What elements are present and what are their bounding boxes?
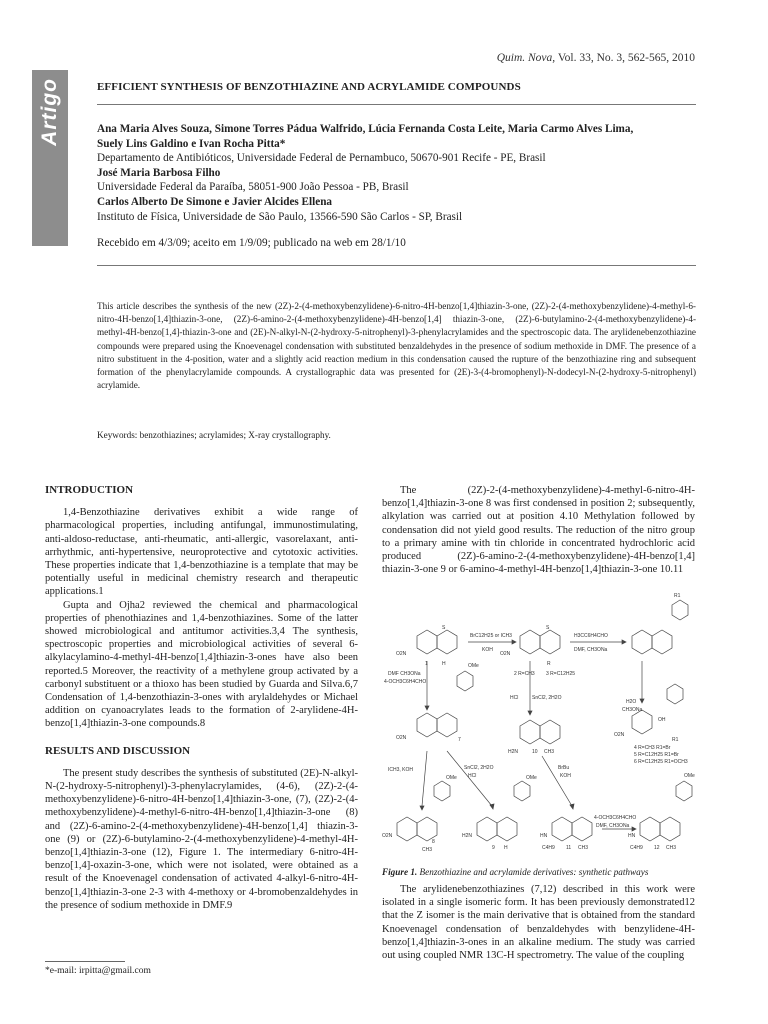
benzene-ring-8 (397, 817, 417, 841)
label-s-1: S (442, 625, 446, 631)
benzene-ring-7 (417, 713, 437, 737)
label-ome-8: OMe (446, 775, 457, 781)
label-sub-4: 4 R=CH3 R1=Br (634, 745, 671, 751)
label-reagent-koh: KOH (482, 647, 493, 653)
label-compound-10: 10 (532, 749, 538, 755)
aryl-ring-12 (676, 781, 692, 801)
right-paragraph-1: The (2Z)-2-(4-methoxybenzylidene)-4-methyl-6-nitro-4H-benzo[1,4]thiazin-3-one 8 was first condensed in position 2; subsequently, alkylation was carried out at position 4.10 Methylation followed by condensation did not yield good results. The reduction of the nitro group to a primary amine with tin chloride in concentrated hydrochloric acid produced (2Z)-6-amino-2-(4-methoxybenzylidene)-4H-benzo[1,4] thiazin-3-one 9 or 6-amino-4-methyl-4H-benzo[1,4]thiazin-3-one 10.11 (382, 485, 695, 576)
journal-name: Quim. Nova, (496, 52, 556, 64)
intro-heading: INTRODUCTION (45, 484, 134, 496)
label-compound-1: 1 (425, 661, 428, 667)
label-reagent-ch3ona: CH3ONa (622, 707, 643, 713)
label-reagent-h2o: H2O (626, 699, 637, 705)
label-hcl: HCl (510, 695, 519, 701)
label-dmf-12: DMF, CH3ONa (596, 823, 630, 829)
aryl-ring-7 (457, 671, 473, 691)
intro-paragraph-2: Gupta and Ojha2 reviewed the chemical and pharmacological properties of phenothiazines and 1,4-benzothiazines. Some of the latter showed microbiological and antitumor activities.3,4 The synthesis, spectroscopic properties and microbiological activities of several 6-alkylacylamino-4-methyl-4H-benzo[1,4]thiazin-3-ones have also been reported.5 Moreover, the reactivity of a methylene group activated by a carbonyl substituent or a thioxo has been studied by Guarda and Silva.6,7 Condensation of 1,4-benzothiazin-3-ones with arylaldehydes or Michael addition on cyanoacrylates leads to the formation of 2-arylidene-4H-benzo[1,4]thiazin-3-one compounds.8 (45, 599, 358, 730)
arrow-10-to-11 (542, 756, 572, 806)
phenol-ring (632, 710, 652, 734)
label-ch3-12: CH3 (666, 845, 677, 851)
label-brbu: BrBu (558, 765, 570, 771)
benzene-ring-1 (417, 630, 437, 654)
author-3: Carlos Alberto De Simone e Javier Alcides Ellena (97, 195, 333, 208)
label-r1-top: R1 (674, 593, 681, 599)
right-paragraph-2: The arylidenebenzothiazines (7,12) described in this work were isolated in a single isomeric form. It has been previously demonstrated12 that the Z isomer is the main derivative that is obtained from the standard Knoevenagel condensation of benzaldehydes with benzylidene-4H-benzo[1,4]thiazin-3-ones in an alkaline medium. The study was carried out using coupled NMR 13C-H spectrometry. The value of the coupling (382, 884, 695, 962)
label-h2n-9: H2N (462, 833, 473, 839)
aryl-ring-3 (672, 600, 688, 620)
label-h-9: H (504, 845, 508, 851)
label-no2-acryl: O2N (614, 732, 625, 738)
results-paragraph-1: The present study describes the synthesis of substituted (2E)-N-alkyl-N-(2-hydroxy-5-nitrophenyl)-3-phenylacrylamides, (4-6), (2Z)-2-(4-methoxybenzylidene)-6-nitro-4H-benzo[1,4]thiazin-3-one, (7), (2Z)-2-(4-methoxybenzylidene)-4-methyl-6-nitro-4H-benzo[1,4]thiazin-3-one (8) and (2Z)-6-amino-2-(4-methoxybenzylidene)-4H-benzo[1,4] thiazin-3-one (9) or (2Z)-6-butylamino-2-(4-methoxybenzylidene)-4-methyl-4H-benzo[1,4]thiazin-3-one (12), Figure 1. The intermediary 6-nitro-4H-benzo[1,4]-oxazin-3-one, which were not isolated, were obtained as a result of the Knoevenagel condensation of activated 4-alkyl-6-nitro-4H-benzo[1,4]thiazin-3-one 2-3 with 4-methoxy or 4-bromobenzaldehydes in the presence of sodium methoxide in DMF.9 (45, 767, 358, 911)
authors-line-2: Suely Lins Galdino e Ivan Rocha Pitta* (97, 137, 286, 150)
benzene-ring-3 (632, 630, 652, 654)
label-reagent-alkyl: BrC12H25 or ICH3 (470, 633, 512, 639)
article-type-label: Artigo (38, 78, 61, 146)
label-r-c12: 3 R=C12H25 (546, 671, 576, 677)
label-compound-11: 11 (566, 845, 572, 851)
thiazine-ring-9 (497, 817, 517, 841)
arrow-7-to-8 (422, 751, 427, 806)
label-ome-12: OMe (684, 773, 695, 779)
label-ome-9: OMe (526, 775, 537, 781)
label-no2-8: O2N (382, 833, 393, 839)
results-heading: RESULTS AND DISCUSSION (45, 744, 191, 757)
benzene-ring-12 (640, 817, 660, 841)
benzene-ring-10 (520, 720, 540, 744)
label-reagent-dmf: DMF, CH3ONa (574, 647, 608, 653)
thiazine-ring-11 (572, 817, 592, 841)
publication-dates: Recebido em 4/3/09; aceito em 1/9/09; publicado na web em 28/1/10 (97, 237, 406, 249)
aryl-ring-acryl (667, 684, 683, 704)
label-no2-7: O2N (396, 735, 407, 741)
footnote-rule (45, 961, 125, 962)
label-r-ch3: 2 R=CH3 (514, 671, 535, 677)
thiazine-ring-8 (417, 817, 437, 841)
label-sub-5: 5 R=C12H25 R1=Br (634, 752, 679, 758)
label-aldehyde-12: 4-OCH3C6H4CHO (594, 815, 637, 821)
label-c4h9-12: C4H9 (630, 845, 643, 851)
label-hn-11: HN (540, 833, 548, 839)
header-rule (97, 265, 696, 266)
label-sncl2-b: SnCl2, 2H2O (464, 765, 494, 771)
footnote-email: *e-mail: irpitta@gmail.com (45, 966, 151, 976)
label-oh: OH (658, 717, 666, 723)
thiazine-ring-12 (660, 817, 680, 841)
label-compound-9: 9 (492, 845, 495, 851)
thiazine-ring-2 (540, 630, 560, 654)
thiazine-ring-1 (437, 630, 457, 654)
label-hn-12: HN (628, 833, 636, 839)
aryl-ring-9 (514, 781, 530, 801)
label-h2n-10: H2N (508, 749, 519, 755)
affiliation-1: Departamento de Antibióticos, Universidade Federal de Pernambuco, 50670-901 Recife - PE, Brasil (97, 152, 546, 165)
author-2: José Maria Barbosa Filho (97, 166, 221, 179)
label-ich3-koh: ICH3, KOH (388, 767, 414, 773)
label-ch3-11: CH3 (578, 845, 589, 851)
thiazine-ring-3 (652, 630, 672, 654)
figure-caption-text: Benzothiazine and acrylamide derivatives: synthetic pathways (417, 867, 649, 877)
keywords: Keywords: benzothiazines; acrylamides; X-ray crystallography. (97, 430, 331, 440)
label-no2-2: O2N (500, 651, 511, 657)
label-s-2: S (546, 625, 550, 631)
synthesis-scheme-figure (382, 591, 700, 859)
label-compound-8: 8 (432, 839, 435, 845)
authors-line-1: Ana Maria Alves Souza, Simone Torres Pádua Walfrido, Lúcia Fernanda Costa Leite, Maria Carmo Alves Lima, (97, 123, 634, 135)
label-ch3-10: CH3 (544, 749, 555, 755)
left-column (45, 484, 358, 912)
label-compound-7: 7 (458, 737, 461, 743)
label-no2-1: O2N (396, 651, 407, 657)
label-aldehyde-left: 4-OCH3C6H4CHO (384, 679, 427, 685)
benzene-ring-11 (552, 817, 572, 841)
label-sub-6: 6 R=C12H25 R1=OCH3 (634, 759, 688, 765)
label-sncl2: SnCl2, 2H2O (532, 695, 562, 701)
figure-caption (382, 867, 648, 877)
label-dmf-left: DMF CH3ONa (388, 671, 421, 677)
label-koh-b: KOH (560, 773, 571, 779)
label-ome-7: OMe (468, 663, 479, 669)
journal-reference (497, 52, 695, 64)
aryl-ring-8 (434, 781, 450, 801)
figure-caption-label: Figure 1. (382, 867, 418, 877)
thiazine-ring-10 (540, 720, 560, 744)
article-type-tab (32, 70, 68, 246)
benzene-ring-9 (477, 817, 497, 841)
label-c4h9-11: C4H9 (542, 845, 555, 851)
affiliation-2: Universidade Federal da Paraíba, 58051-900 João Pessoa - PB, Brasil (97, 181, 409, 194)
right-column-bottom (382, 883, 695, 962)
label-r1-mid: R1 (672, 737, 679, 743)
label-h-1: H (442, 661, 446, 667)
label-reagent-aldehyde: H3CC6H4CHO (574, 633, 608, 639)
label-r-2: R (547, 661, 551, 667)
label-ch3-8: CH3 (422, 847, 433, 853)
paper-title: EFFICIENT SYNTHESIS OF BENZOTHIAZINE AND ACRYLAMIDE COMPOUNDS (97, 81, 521, 93)
label-hcl-b: HCl (468, 773, 477, 779)
benzene-ring-2 (520, 630, 540, 654)
thiazine-ring-7 (437, 713, 457, 737)
author-block (97, 122, 697, 224)
affiliation-3: Instituto de Física, Universidade de São Paulo, 13566-590 São Carlos - SP, Brasil (97, 210, 463, 223)
title-rule (97, 104, 696, 105)
intro-paragraph-1: 1,4-Benzothiazine derivatives exhibit a wide range of pharmacological properties, including antifungal, immunostimulating, anti-aldoso-reductase, anti-rheumatic, anti-allergic, vasorelaxant, anti-arrhythmic, anti-hypertensive, neuroprotective and cytotoxic activities. These properties indicate that 1,4-benzothiazine is a template that may be potentially useful in medicinal chemistry research and therapeutic applications.1 (45, 507, 358, 598)
label-compound-12: 12 (654, 845, 660, 851)
abstract: This article describes the synthesis of the new (2Z)-2-(4-methoxybenzylidene)-6-nitro-4H-benzo[1,4]thiazin-3-one, (2Z)-2-(4-methoxybenzylidene)-4-methyl-6-nitro-4H-benzo[1,4]thiazin-3-one, (2Z)-6-amino-2-(4-methoxybenzylidene)-4H-benzo[1,4] thiazin-3-one, (2Z)-6-butylamino-2-(4-methoxybenzylidene)-4-methyl-4H-benzo[1,4]-thiazin-3-one and (2E)-N-alkyl-N-(2-hydroxy-5-nitrophenyl)-3-phenylacrylamides and the spectroscopic data. The arylidenebenzothiazine compounds were prepared using the Knoevenagel condensation with substituted benzaldehydes in the presence of sodium methoxide in DMF. The presence of a nitro substituent in the 4-position, water and a slightly acid reaction medium in this condensation caused the rupture of the benzothiazine ring and subsequent formation of the phenylacrylamide compounds. A crystallographic data was presented for (2E)-3-(4-bromophenyl)-N-dodecyl-N-(2-hydroxy-5-nitrophenyl) acrylamide. (97, 301, 696, 391)
right-column-top (382, 484, 695, 576)
journal-volume: Vol. 33, No. 3, 562-565, 2010 (555, 52, 695, 64)
